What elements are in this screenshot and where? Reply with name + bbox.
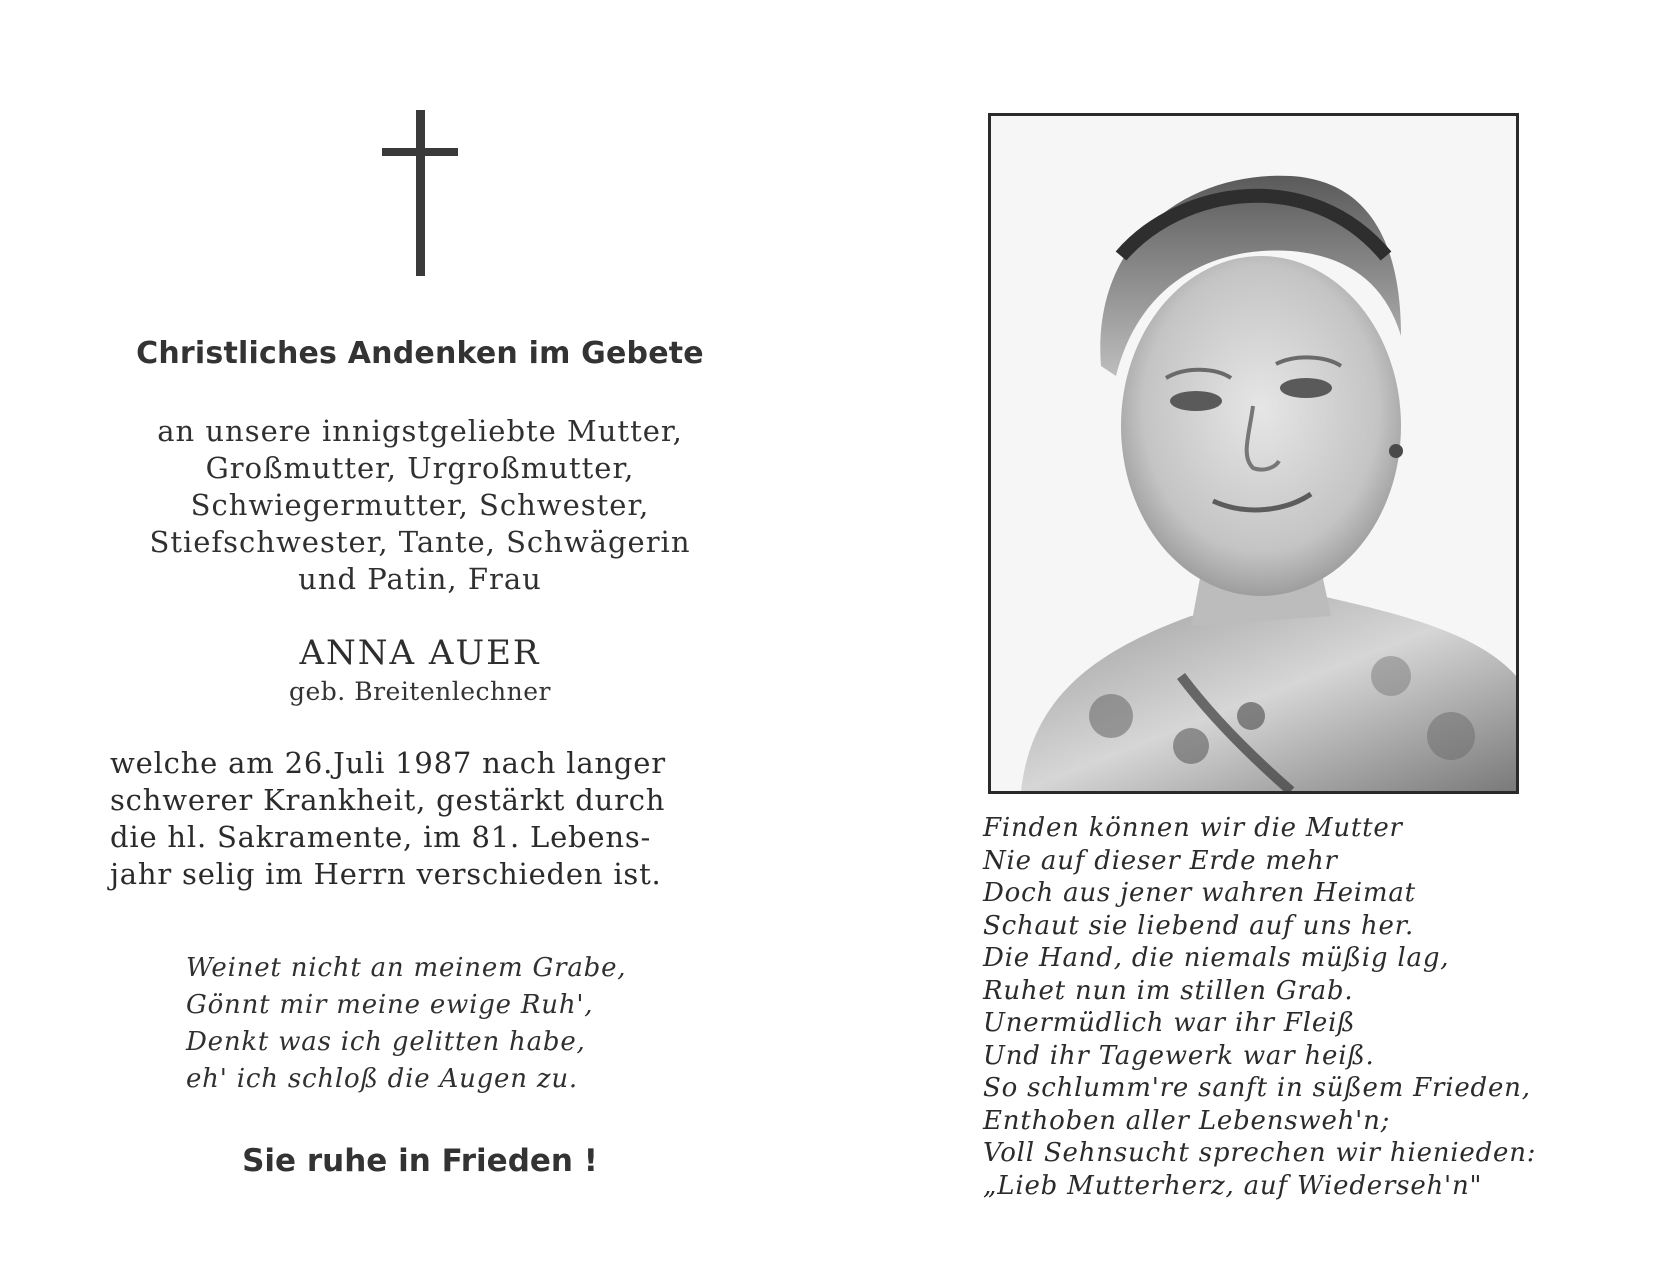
death-line: jahr selig im Herrn verschieden ist. bbox=[110, 857, 662, 891]
verse-line: Gönnt mir meine ewige Ruh', bbox=[186, 990, 594, 1020]
birth-name: geb. Breitenlechner bbox=[289, 677, 551, 706]
death-line: schwerer Krankheit, gestärkt durch bbox=[110, 783, 666, 817]
verse-line: Nie auf dieser Erde mehr bbox=[983, 845, 1338, 876]
verse-line: Die Hand, die niemals müßig lag, bbox=[983, 943, 1450, 973]
portrait-photo bbox=[988, 113, 1519, 794]
verse-left bbox=[186, 950, 746, 1098]
dedication-line: Schwiegermutter, Schwester, bbox=[190, 488, 650, 522]
card-heading: Christliches Andenken im Gebete bbox=[136, 336, 704, 371]
left-panel bbox=[0, 0, 820, 1276]
verse-line: Unermüdlich war ihr Fleiß bbox=[983, 1008, 1356, 1038]
verse-line: Doch aus jener wahren Heimat bbox=[983, 878, 1416, 908]
cross-icon bbox=[382, 110, 458, 280]
dedication-line: Stiefschwester, Tante, Schwägerin bbox=[149, 525, 691, 559]
verse-line: So schlumm're sanft in süßem Frieden, bbox=[983, 1073, 1531, 1103]
verse-line: Voll Sehnsucht sprechen wir hienieden: bbox=[983, 1138, 1537, 1168]
portrait-illustration bbox=[991, 116, 1516, 791]
deceased-name: ANNA AUER bbox=[299, 633, 541, 673]
verse-right bbox=[983, 812, 1643, 1202]
dedication-line: und Patin, Frau bbox=[298, 562, 542, 596]
verse-line: Schaut sie liebend auf uns her. bbox=[983, 910, 1415, 941]
death-notice bbox=[110, 745, 750, 893]
verse-line: eh' ich schloß die Augen zu. bbox=[186, 1064, 578, 1094]
dedication-line: Großmutter, Urgroßmutter, bbox=[205, 451, 635, 485]
verse-line: Ruhet nun im stillen Grab. bbox=[983, 975, 1354, 1006]
verse-line: „Lieb Mutterherz, auf Wiederseh'n" bbox=[983, 1170, 1483, 1201]
verse-line: Finden können wir die Mutter bbox=[983, 813, 1403, 843]
dedication-text bbox=[90, 413, 750, 598]
verse-line: Weinet nicht an meinem Grabe, bbox=[186, 953, 627, 983]
verse-line: Enthoben aller Lebensweh'n; bbox=[983, 1105, 1391, 1136]
death-line: die hl. Sakramente, im 81. Lebens- bbox=[110, 820, 652, 854]
verse-line: Und ihr Tagewerk war heiß. bbox=[983, 1040, 1375, 1071]
right-panel bbox=[820, 0, 1657, 1276]
closing-text: Sie ruhe in Frieden ! bbox=[242, 1143, 598, 1179]
death-line: welche am 26.Juli 1987 nach langer bbox=[110, 746, 666, 780]
verse-line: Denkt was ich gelitten habe, bbox=[186, 1027, 586, 1057]
dedication-line: an unsere innigstgeliebte Mutter, bbox=[157, 414, 683, 448]
